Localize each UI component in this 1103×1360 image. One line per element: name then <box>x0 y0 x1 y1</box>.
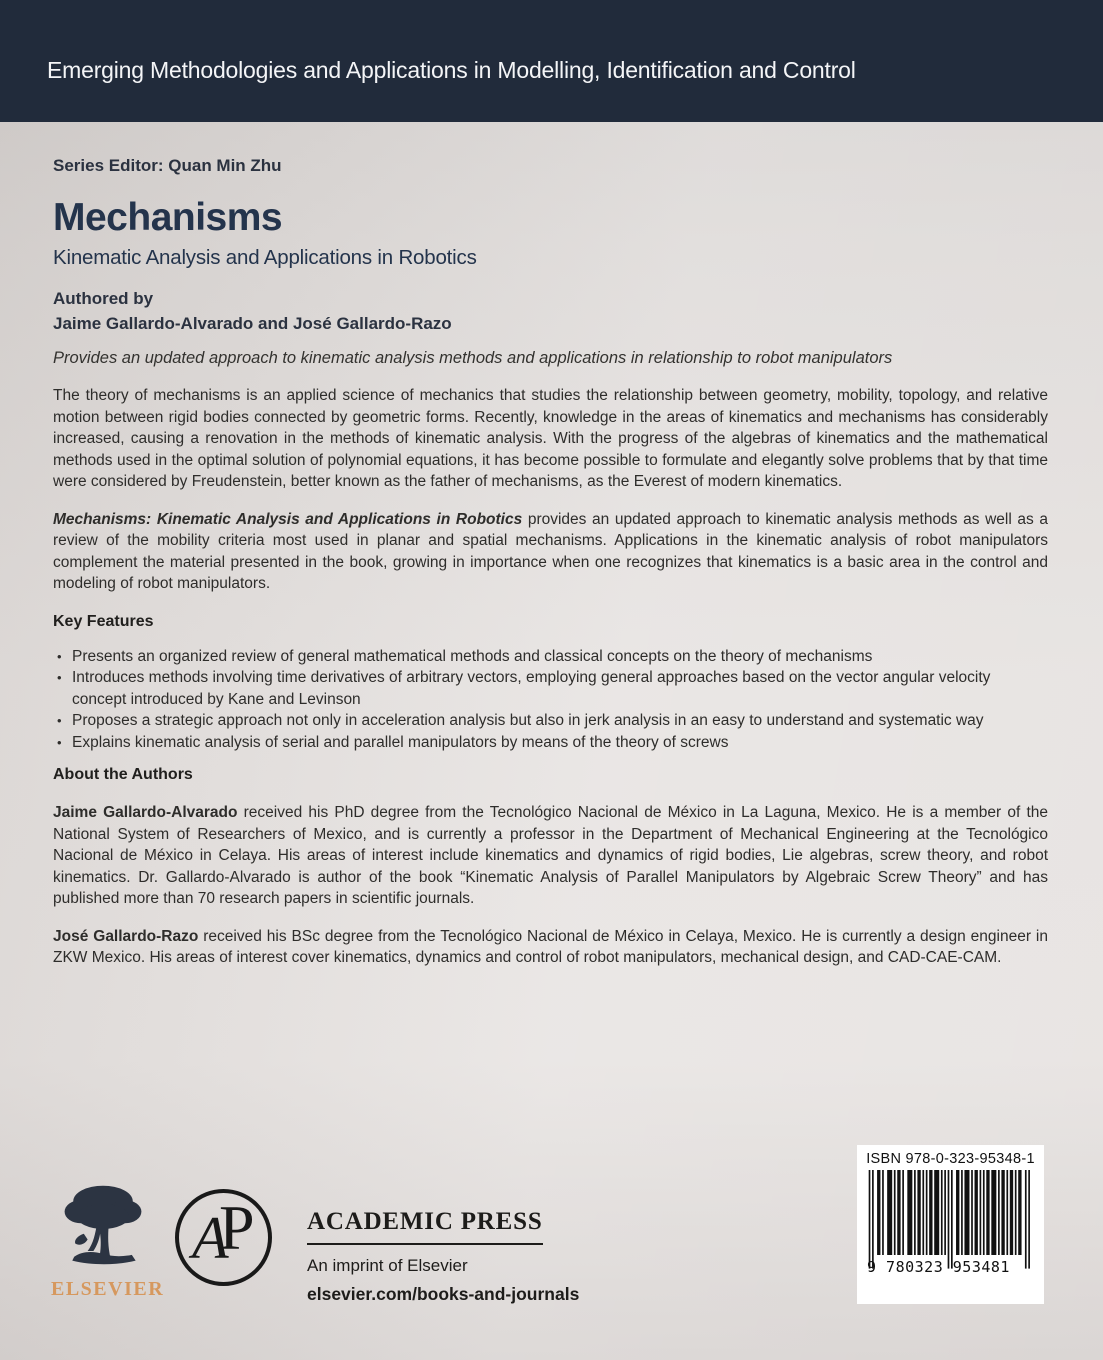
book-title: Mechanisms <box>53 196 283 239</box>
description-paragraph-1: The theory of mechanisms is an applied science of mechanics that studies the relationship between geometry, mobility, topology, and relative motion between rigid bodies connected by geometric forms. Recently, knowledge in the areas of kinematics and mechanisms has considerably increased, causing a renovation in the methods of kinematic analysis. With the progress of the algebras of kinematics and the mathematical methods used in the optimal solution of polynomial equations, it has become possible to formulate and elegantly solve problems that by that time were considered by Freudenstein, better known as the father of mechanisms, as the Everest of modern kinematics. <box>53 387 1048 491</box>
authored-by-block <box>53 287 1048 336</box>
elsevier-logo <box>51 1180 165 1301</box>
cover-content <box>0 156 1103 969</box>
academic-press-wordmark: ACADEMIC PRESS <box>307 1208 543 1245</box>
author2-name: José Gallardo-Razo <box>53 927 199 945</box>
description-paragraph-2-text: provides an updated approach to kinematic analysis methods as well as a review of the mobility criteria most used in planar and spatial mechanisms. Applications in the kinematic analysis of robot manipulators complement the material presented in the book, growing in importance when one recognizes that kinematics is a basic area in the control and modeling of robot manipulators. <box>53 510 1048 593</box>
description-paragraph-2 <box>53 509 1048 595</box>
imprint-label: An imprint of Elsevier <box>307 1256 468 1275</box>
publisher-url: elsevier.com/books-and-journals <box>307 1284 580 1304</box>
barcode-icon <box>867 1170 1035 1272</box>
book-title-inline: Mechanisms: Kinematic Analysis and Applications in Robotics <box>53 510 523 528</box>
series-title: Emerging Methodologies and Applications in Modelling, Identification and Control <box>47 56 856 83</box>
authors-line: Jaime Gallardo-Alvarado and José Gallardo-Razo <box>53 313 452 333</box>
author2-bio: received his BSc degree from the Tecnológico Nacional de México in Celaya, Mexico. He is currently a design engineer in ZKW Mexico. His areas of interest cover kinematics, dynamics and control of robot manipulators, mechanical design, and CAD-CAE-CAM. <box>53 927 1048 967</box>
academic-press-block <box>307 1208 579 1305</box>
feature-item: • Proposes a strategic approach not only in acceleration analysis but also in jerk analysis in an easy to understand and systematic way <box>53 710 1048 732</box>
author2-paragraph <box>53 926 1048 969</box>
author1-paragraph <box>53 802 1048 910</box>
key-features-heading: Key Features <box>53 612 154 630</box>
barcode-panel <box>857 1145 1044 1304</box>
elsevier-tree-icon <box>51 1180 155 1276</box>
series-editor: Series Editor: Quan Min Zhu <box>53 156 282 175</box>
book-subtitle: Kinematic Analysis and Applications in Robotics <box>53 245 477 269</box>
feature-item: • Presents an organized review of general mathematical methods and classical concepts on the theory of mechanisms <box>53 646 1048 668</box>
feature-item: • Explains kinematic analysis of serial and parallel manipulators by means of the theory of screws <box>53 732 1048 754</box>
author1-bio: received his PhD degree from the Tecnológico Nacional de México in La Laguna, Mexico. He is a member of the National System of Researchers of Mexico, and is currently a professor in the Department of Mechanical Engineering at the Tecnológico Nacional de México in Celaya. His areas of interest include kinematics and dynamics of rigid bodies, Lie algebras, screw theory, and robot kinematics. Dr. Gallardo-Alvarado is author of the book “Kinematic Analysis of Parallel Manipulators by Algebraic Screw Theory” and has published more than 70 research papers in scientific journals. <box>53 804 1049 908</box>
isbn-label: ISBN 978-0-323-95348-1 <box>866 1151 1035 1167</box>
tagline: Provides an updated approach to kinematic analysis methods and applications in relationship to robot manipulators <box>53 349 893 368</box>
academic-press-ap-icon <box>175 1189 272 1286</box>
series-banner <box>0 0 1103 122</box>
elsevier-wordmark: ELSEVIER <box>51 1278 165 1300</box>
author1-name: Jaime Gallardo-Alvarado <box>53 804 238 822</box>
barcode-number: 9 780323 953481 <box>867 1258 1010 1276</box>
authored-by-label: Authored by <box>53 288 154 308</box>
ap-monogram-a: A <box>192 1205 229 1271</box>
about-authors-heading: About the Authors <box>53 766 193 784</box>
feature-item: • Introduces methods involving time derivatives of arbitrary vectors, employing general approaches based on the vector angular velocity concept introduced by Kane and Levinson <box>53 667 1048 710</box>
key-features-list <box>53 646 1048 754</box>
ap-monogram-p: P <box>219 1192 255 1263</box>
